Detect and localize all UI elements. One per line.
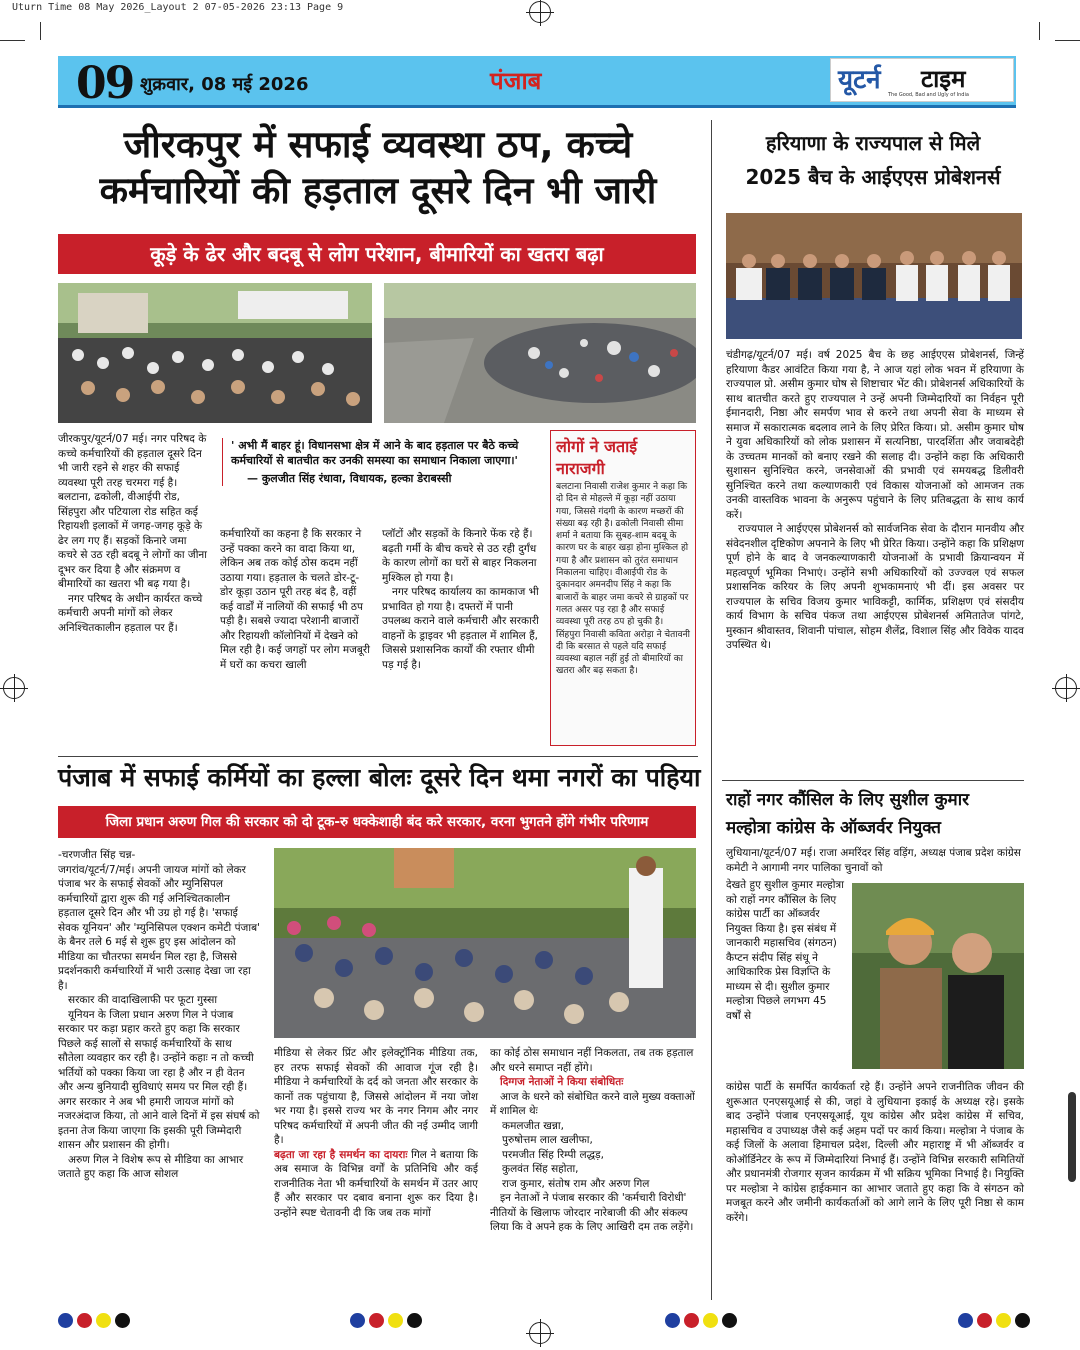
story2-strap: जिला प्रधान अरुण गिल की सरकार को दो टूक-रु धक्केशाही बंद करे सरकार, वरना भुगतने होंगे गंभीर परिणाम — [58, 806, 696, 838]
story2-column3 — [490, 1046, 696, 1235]
story1-headline-line1: जीरकपुर में सफाई व्यवस्था ठप, कच्चे — [123, 123, 633, 166]
mla-quote-attribution: — कुलजीत सिंह रंधावा, विधायक, हल्का डेराबस्सी — [247, 472, 452, 485]
column-divider — [711, 120, 712, 1300]
color-dot — [115, 1313, 130, 1328]
crop-mark — [1039, 22, 1040, 40]
story1-column1 — [58, 432, 208, 635]
story1-col3b-text: नगर परिषद कार्यालय का कामकाज भी प्रभावित हो गया है। दफ्तरों में पानी उपलब्ध कराने वाले कर्मचारी और सरकारी वाहनों के ड्राइवर भी हड़ताल में शामिल हैं, जिससे प्रशासनिक कार्यों की रफ्तार धीमी पड़ गई है। — [382, 586, 539, 671]
story3-body — [726, 348, 1024, 653]
story1-quote-box — [222, 438, 542, 486]
story2-byline: -चरणजीत सिंह चन्न- — [58, 849, 136, 861]
story1-strap: कूड़े के ढेर और बदबू से लोग परेशान, बीमारियों का खतरा बढ़ा — [58, 234, 696, 274]
story2-col1b-text: यूनियन के जिला प्रधान अरुण गिल ने पंजाब सरकार पर कड़ा प्रहार करते हुए कहा कि सरकार पिछले कई सालों से सफाई कर्मचारियों के साथ सौतेला व्यवहार कर रही है। उन्होंने कहाः न तो कच्ची भर्तियों को पक्का किया जा रहा है और न ही वेतन और अन्य बुनियादी सुविधाएं समय पर मिल रही हैं। अगर सरकार ने अब भी हमारी जायज मांगों को नजरअंदाज किया, तो आने वाले दिनों में इस संघर्ष को इतना तेज किया जाएगा कि इसकी पूरी जिम्मेदारी शासन और प्रशासन की होगी। — [58, 1008, 260, 1151]
color-dot — [684, 1313, 699, 1328]
color-dot — [977, 1313, 992, 1328]
story3-para1: चंडीगढ़/यूटर्न/07 मई। वर्ष 2025 बैच के छह आईएएस प्रोबेशनर्स, जिन्हें हरियाणा कैडर आवंटित किया गया है, ने आज यहां लोक भवन में हरियाणा के राज्यपाल प्रो. असीम कुमार घोष से शिष्टाचार भेंट की। प्रोबेशनर्स अधिकारियों के साथ बातचीत करते हुए राज्यपाल ने उन्हें अपनी जिम्मेदारियों का निर्वहन पूरी ईमानदारी, निष्ठा और समर्पण भाव से करने तथा अपनी सेवा के माध्यम से समाज में सकारात्मक बदलाव लाने के लिए प्रेरित किया। प्रो. असीम कुमार घोष ने युवा अधिकारियों को लोक प्रशासन में सत्यनिष्ठा, पारदर्शिता और जवाबदेही के उच्चतम मानकों को बनाए रखने की सलाह दी। उन्होंने कहा कि अधिकारी सुशासन सुनिश्चित करने, जनसेवाओं की प्रभावी एवं समयबद्ध डिलीवरी सुनिश्चित करने तथा कल्याणकारी एवं विकास योजनाओं को आमजन तक उनकी वास्तविक भावना के अनुरूप पहुंचाने के लिए प्रतिबद्धता के साथ कार्य करें। — [726, 349, 1024, 521]
story2-column1 — [58, 848, 260, 1182]
color-dot — [77, 1313, 92, 1328]
color-dot — [388, 1313, 403, 1328]
scrollbar-thumb[interactable] — [1068, 1092, 1076, 1182]
story2-col3b-text: आज के धरने को संबोधित करने वाले मुख्य वक्ताओं में शामिल थेः — [490, 1090, 695, 1117]
print-color-bar — [665, 1313, 737, 1328]
story2-headline: पंजाब में सफाई कर्मियों का हल्ला बोलः दूसरे दिन थमा नगरों का पहिया — [58, 763, 701, 792]
story1-col1b-text: नगर परिषद के अधीन कार्यरत कच्चे कर्मचारी अपनी मांगों को लेकर अनिश्चितकालीन हड़ताल पर हैं। — [58, 592, 203, 634]
story1-column2 — [220, 527, 370, 672]
story2-col1c-text: अरुण गिल ने विशेष रूप से मीडिया का आभार जताते हुए कहा कि आज सोशल — [58, 1153, 244, 1180]
story2-col2-text: मीडिया से लेकर प्रिंट और इलेक्ट्रॉनिक मीडिया तक, हर तरफ सफाई सेवकों की आवाज गूंज रही है। मीडिया ने कर्मचारियों के दर्द को जनता और सरकार के कानों तक पहुंचाया है, जिससे आंदोलन में नया जोश भर गया है। इससे राज्य भर के नगर निगम और नगर परिषद कर्मचारियों में अपनी जीत की नई उम्मीद जागी है। — [274, 1047, 478, 1146]
story2-col3-text: का कोई ठोस समाधान नहीं निकलता, तब तक हड़ताल और धरने समाप्त नहीं होंगे। — [490, 1047, 694, 1074]
registration-mark-bottom — [529, 1322, 551, 1344]
story3-para2: राज्यपाल ने आईएएस प्रोबेशनर्स को सार्वजनिक सेवा के दौरान मानवीय और संवेदनशील दृष्टिकोण अपनाने के लिए भी प्रेरित किया। उन्होंने कहा कि प्रशिक्षण पूर्ण होने के बाद वे जनकल्याणकारी योजनाओं के प्रभावी क्रियान्वयन में महत्वपूर्ण भूमिका निभाएं। उन्होंने सभी अधिकारियों को उज्ज्वल एवं सफल प्रशासनिक करियर के लिए अपनी शुभकामनाएं भी दीं। इस अवसर पर राज्यपाल के सचिव विजय कुमार भाविकट्टी, कार्मिक, प्रशिक्षण एवं संसदीय कार्य विभाग के सचिव पंकज तथा आईएएस प्रोबेशनर्स अमितातेज पांगटे, मुस्कान श्रीवास्तव, शिवानी पांचाल, सोहम शैलेंद्र, विशाल सिंह और विवेक यादव उपस्थित थे। — [726, 523, 1024, 651]
print-color-bar — [958, 1313, 1030, 1328]
story2-col2b-text: गिल ने बताया कि अब समाज के विभिन्न वर्गों के प्रतिनिधि और कई राजनीतिक नेता भी कर्मचारियों के समर्थन में उतर आए हैं और सरकार पर दबाव बनाना शुरू कर दिया है। उन्होंने स्पष्ट चेतावनी दी कि जब तक मांगों — [274, 1148, 478, 1219]
public-reaction-box — [550, 430, 696, 746]
story2-subhead-1: सरकार की वादाखिलाफी पर फूटा गुस्सा — [68, 994, 218, 1006]
registration-mark-left — [3, 677, 25, 699]
speaker-3: परमजीत सिंह रिम्पी लद्धड़, — [502, 1148, 604, 1161]
issue-date: शुक्रवार, 08 मई 2026 — [140, 74, 309, 95]
speaker-5: राज कुमार, संतोष राम और अरुण गिल — [502, 1177, 650, 1190]
story3-photo-governor-meeting — [726, 213, 1022, 339]
story2-column2 — [274, 1046, 478, 1220]
story3-headline-line2: 2025 बैच के आईएएस प्रोबेशनर्स — [745, 165, 1001, 189]
registration-mark-top — [529, 1, 551, 23]
section-rule — [722, 780, 1024, 781]
logo-tagline: The Good, Bad and Ugly of India — [888, 92, 969, 98]
story2-col1-text: जगरांव/यूटर्न/7/मई। अपनी जायज मांगों को लेकर पंजाब भर के सफाई सेवकों और म्युनिसिपल कर्मचारियों द्वारा शुरू की गई अनिश्चितकालीन हड़ताल दूसरे दिन और भी उग्र हो गई है। 'सफाई सेवक यूनियन' और 'म्युनिसिपल एक्शन कमेटी पंजाब' के बैनर तले 6 मई से शुरू हुए इस आंदोलन को मीडिया का चौतरफा समर्थन मिल रहा है, जिससे प्रदर्शनकारी कर्मचारियों में भारी उत्साह देखा जा रहा है। — [58, 863, 260, 992]
color-dot — [722, 1313, 737, 1328]
story1-col1-text: जीरकपुर/यूटर्न/07 मई। नगर परिषद के कच्चे कर्मचारियों की हड़ताल दूसरे दिन भी जारी रहने से शहर की सफाई व्यवस्था पूरी तरह चरमरा गई है। बलटाना, ढकोली, वीआईपी रोड, सिंहपुरा और पटियाला रोड सहित कई रिहायशी इलाकों में जगह-जगह कूड़े के ढेर लग गए हैं। सड़कों किनारे जमा कचरे से उठ रही बदबू ने लोगों का जीना दूभर कर दिया है और संक्रमण व बीमारियों का खतरा भी बढ़ गया है। — [58, 433, 207, 590]
print-slug: Uturn Time 08 May 2026_Layout 2 07-05-2026 23:13 Page 9 — [12, 2, 344, 13]
story4-body: कांग्रेस पार्टी के समर्पित कार्यकर्ता रहे हैं। उन्होंने अपने राजनीतिक जीवन की शुरूआत एनएसयूआई से की, जहां वे लुधियाना इकाई के अध्यक्ष रहे। इसके बाद उन्होंने पंजाब एनएसयूआई, यूथ कांग्रेस और प्रदेश कांग्रेस में सचिव, महासचिव व उपाध्यक्ष जैसे कई अहम पदों पर कार्य किया। मल्होत्रा ने पंजाब के कई जिलों के अलावा हिमाचल प्रदेश, दिल्ली और महाराष्ट्र में भी ऑब्जर्वर व कोऑर्डिनेटर के रूप में जिम्मेदारियां निभाई हैं। उन्होंने विभिन्न सरकारी समितियों और प्रधानमंत्री रोजगार सृजन कार्यक्रम में भी सक्रिय भूमिका निभाई है। नियुक्ति पर मल्होत्रा ने कांग्रेस हाईकमान का आभार जताते हुए कहा कि वे संगठन को मजबूत करने और जमीनी कार्यकर्ताओं को आगे लाने के लिए पूरी निष्ठा से काम करेंगे। — [726, 1081, 1024, 1224]
public-reaction-heading: लोगों ने जताई नाराजगी — [556, 437, 638, 478]
story1-col2-text: कर्मचारियों का कहना है कि सरकार ने उन्हें पक्का करने का वादा किया था, लेकिन अब तक कोई ठोस कदम नहीं उठाया गया। हड़ताल के चलते डोर-टू-डोर कूड़ा उठान पूरी तरह बंद है, वहीं कई वार्डों में नालियों की सफाई भी ठप पड़ी है। सबसे ज्यादा परेशानी बाजारों और रिहायशी कॉलोनियों में देखने को मिल रही है। कई जगहों पर लोग मजबूरी में घरों का कचरा खाली — [220, 528, 370, 671]
color-dot — [407, 1313, 422, 1328]
mla-quote: ' अभी मैं बाहर हूं। विधानसभा क्षेत्र में आने के बाद हड़ताल पर बैठे कच्चे कर्मचारियों से बातचीत कर उनकी समस्या का समाधान निकाला जाएगा।' — [231, 439, 519, 467]
section-name: पंजाब — [490, 67, 542, 95]
story1-col3-text: प्लॉटों और सड़कों के किनारे फेंक रहे हैं। बढ़ती गर्मी के बीच कचरे से उठ रही दुर्गंध के कारण लोगों का घरों से बाहर निकलना मुश्किल हो गया है। — [382, 528, 537, 584]
crop-mark — [0, 40, 25, 41]
story4-headline-line2: मल्होत्रा कांग्रेस के ऑब्जर्वर नियुक्त — [726, 818, 941, 838]
section-rule — [58, 756, 698, 757]
registration-mark-right — [1055, 677, 1077, 699]
story2-photo-dharna — [274, 848, 696, 1038]
color-dot — [350, 1313, 365, 1328]
crop-mark — [40, 22, 41, 40]
color-dot — [1015, 1313, 1030, 1328]
story1-photo-garbage — [384, 283, 696, 423]
story1-headline-line2: कर्मचारियों की हड़ताल दूसरे दिन भी जारी — [99, 169, 657, 213]
story1-column3 — [382, 527, 540, 672]
story4-headline — [726, 786, 1024, 842]
print-color-bar — [58, 1313, 130, 1328]
public-reaction-text: बलटाना निवासी राजेश कुमार ने कहा कि दो दिन से मोहल्ले में कूड़ा नहीं उठाया गया, जिससे गंदगी के कारण मच्छरों की संख्या बढ़ रही है। ढकोली निवासी सीमा शर्मा ने बताया कि सुबह-शाम बदबू के कारण घर के बाहर खड़ा होना मुश्किल हो गया है और प्रशासन को तुरंत समाधान निकालना चाहिए। वीआईपी रोड के दुकानदार अमनदीप सिंह ने कहा कि बाजारों के बाहर जमा कचरे से ग्राहकों पर गलत असर पड़ रहा है और सफाई व्यवस्था पूरी तरह ठप हो चुकी है। सिंहपुरा निवासी कविता अरोड़ा ने चेतावनी दी कि बरसात से पहले यदि सफाई व्यवस्था बहाल नहीं हुई तो बीमारियों का खतरा और बढ़ सकता है। — [556, 482, 690, 677]
story4-narrow-column: देखते हुए सुशील कुमार मल्होत्रा को राहों नगर कौंसिल के लिए कांग्रेस पार्टी का ऑब्जर्वर नियुक्त किया है। इस संबंध में जानकारी महासचिव (संगठन) कैप्टन संदीप सिंह संधू ने आधिकारिक प्रेस विज्ञप्ति के माध्यम से दी। सुशील कुमार मल्होत्रा पिछले लगभग 45 वर्षों से — [726, 879, 844, 1022]
story2-subhead-3: दिग्गज नेताओं ने किया संबोधितः — [500, 1076, 624, 1088]
story1-photo-protest — [58, 283, 372, 423]
color-dot — [58, 1313, 73, 1328]
story1-headline — [58, 122, 698, 215]
speaker-4: कुलवंत सिंह सहोता, — [502, 1163, 579, 1175]
print-color-bar — [350, 1313, 422, 1328]
story2-col3c-text: इन नेताओं ने पंजाब सरकार की 'कर्मचारी विरोधी' नीतियों के खिलाफ जोरदार नारेबाजी की और संकल्प लिया कि वे अपने हक के लिए आखिरी दम तक लड़ेंगे। — [490, 1192, 694, 1233]
story3-headline-line1: हरियाणा के राज्यपाल से मिले — [765, 131, 981, 155]
story4-photo-malhotra — [852, 883, 1024, 1069]
color-dot — [96, 1313, 111, 1328]
logo-word-1: यूटर्न — [838, 65, 881, 95]
color-dot — [996, 1313, 1011, 1328]
color-dot — [703, 1313, 718, 1328]
crop-mark — [1055, 40, 1080, 41]
color-dot — [958, 1313, 973, 1328]
color-dot — [369, 1313, 384, 1328]
page-number: 09 — [76, 58, 134, 109]
story2-subhead-2: बढ़ता जा रहा है समर्थन का दायराः — [274, 1148, 408, 1161]
color-dot — [665, 1313, 680, 1328]
story4-headline-line1: राहों नगर कौंसिल के लिए सुशील कुमार — [726, 790, 970, 810]
speaker-2: पुरुषोत्तम लाल खलीफा, — [502, 1134, 593, 1146]
speaker-1: कमलजीत खन्ना, — [502, 1119, 564, 1132]
logo-word-2: टाइम — [921, 65, 966, 93]
story3-headline — [722, 126, 1024, 194]
story4-lead: लुधियाना/यूटर्न/07 मई। राजा अमरिंदर सिंह वड़िंग, अध्यक्ष पंजाब प्रदेश कांग्रेस कमेटी ने आगामी नगर पालिका चुनावों को — [726, 847, 1021, 874]
